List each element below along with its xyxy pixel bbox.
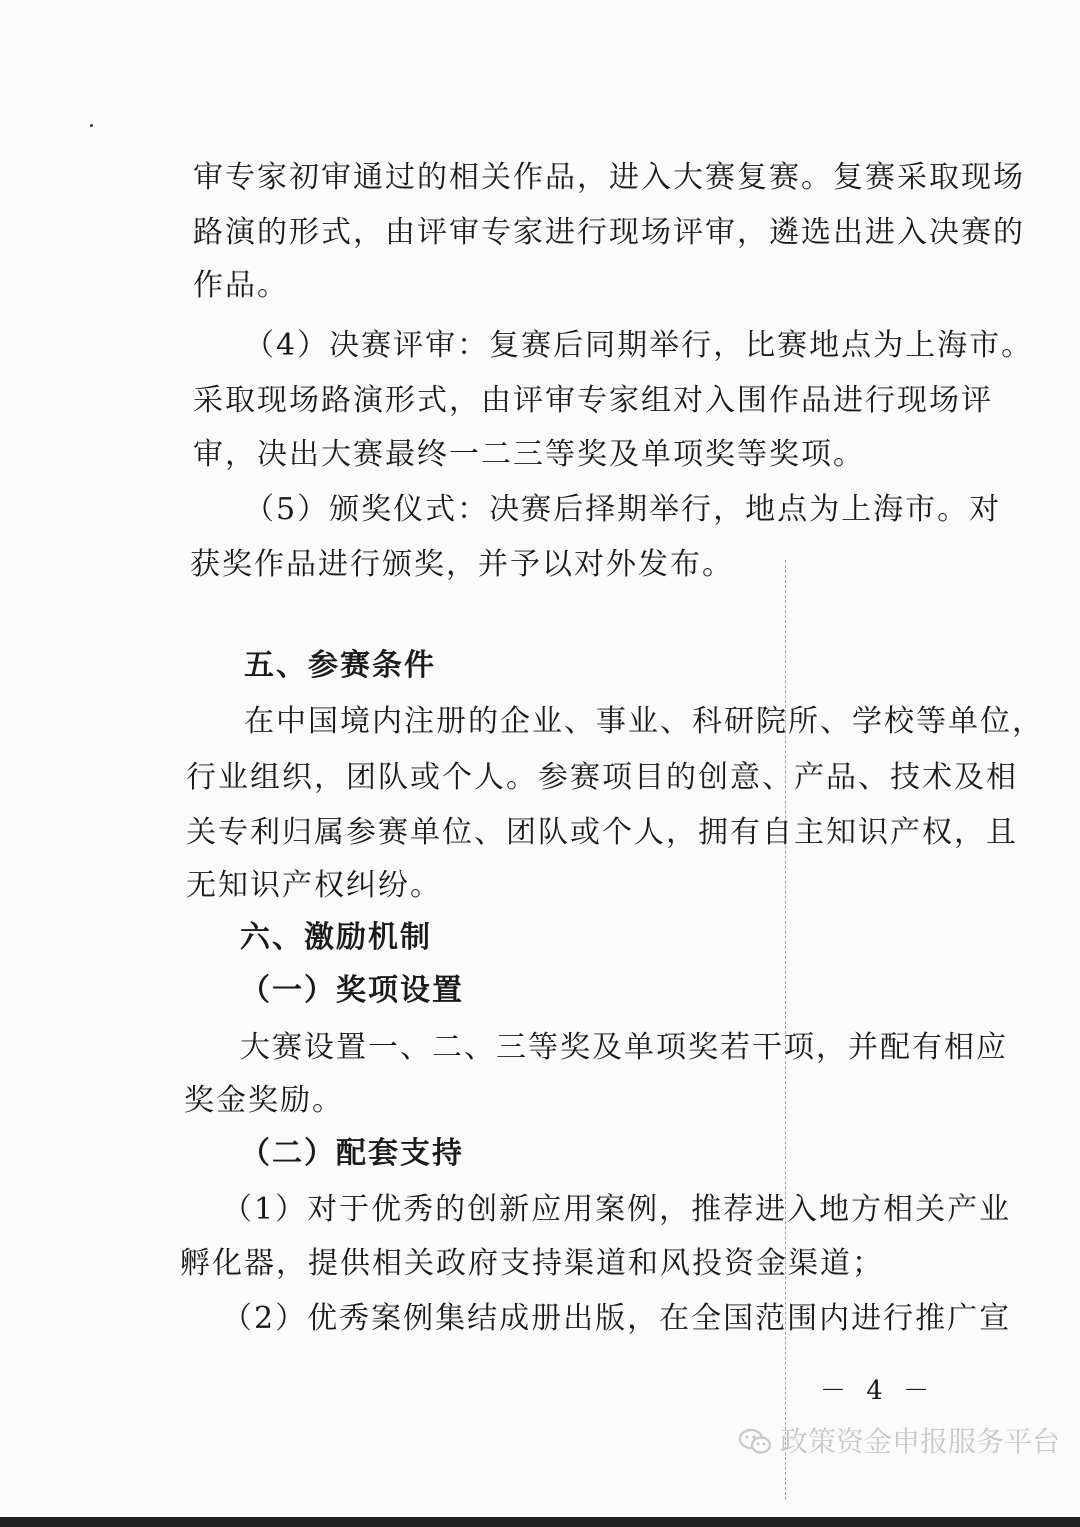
body-line: 大赛设置一、二、三等奖及单项奖若干项，并配有相应 — [240, 1030, 1008, 1065]
body-line: 审，决出大赛最终一二三等奖及单项奖等奖项。 — [193, 437, 865, 472]
scan-speck — [90, 124, 93, 127]
subheading-two: （二）配套支持 — [240, 1136, 464, 1171]
wechat-icon — [738, 1427, 772, 1457]
section-heading-five: 五、参赛条件 — [244, 648, 436, 683]
body-line: 无知识产权纠纷。 — [186, 868, 442, 903]
page-number: － 4 － — [820, 1376, 936, 1406]
body-line: 奖金奖励。 — [184, 1083, 344, 1118]
body-line: 在中国境内注册的企业、事业、科研院所、学校等单位， — [244, 704, 1044, 739]
body-line: 路演的形式，由评审专家进行现场评审，遴选出进入决赛的 — [193, 215, 1025, 250]
body-line: （1）对于优秀的创新应用案例，推荐进入地方相关产业 — [222, 1192, 1012, 1227]
body-line: 关专利归属参赛单位、团队或个人，拥有自主知识产权，且 — [186, 815, 1018, 850]
subheading-one: （一）奖项设置 — [240, 973, 464, 1008]
section-heading-six: 六、激励机制 — [240, 920, 432, 955]
body-line: 孵化器，提供相关政府支持渠道和风投资金渠道； — [180, 1246, 884, 1281]
paragraph-5-line: （5）颁奖仪式：决赛后择期举行，地点为上海市。对 — [244, 492, 1002, 527]
body-line: 行业组织，团队或个人。参赛项目的创意、产品、技术及相 — [186, 760, 1018, 795]
watermark-text: 政策资金申报服务平台 — [780, 1425, 1061, 1458]
body-line: 审专家初审通过的相关作品，进入大赛复赛。复赛采取现场 — [193, 160, 1025, 195]
paragraph-4-line: （4）决赛评审：复赛后同期举行，比赛地点为上海市。 — [244, 328, 1034, 363]
body-line: （2）优秀案例集结成册出版，在全国范围内进行推广宣 — [222, 1301, 1012, 1336]
watermark — [738, 1422, 1060, 1462]
body-line: 获奖作品进行颁奖，并予以对外发布。 — [190, 547, 734, 582]
body-line: 作品。 — [193, 268, 289, 303]
body-line: 采取现场路演形式，由评审专家组对入围作品进行现场评 — [193, 383, 993, 418]
scan-bottom-edge — [0, 1517, 1080, 1527]
